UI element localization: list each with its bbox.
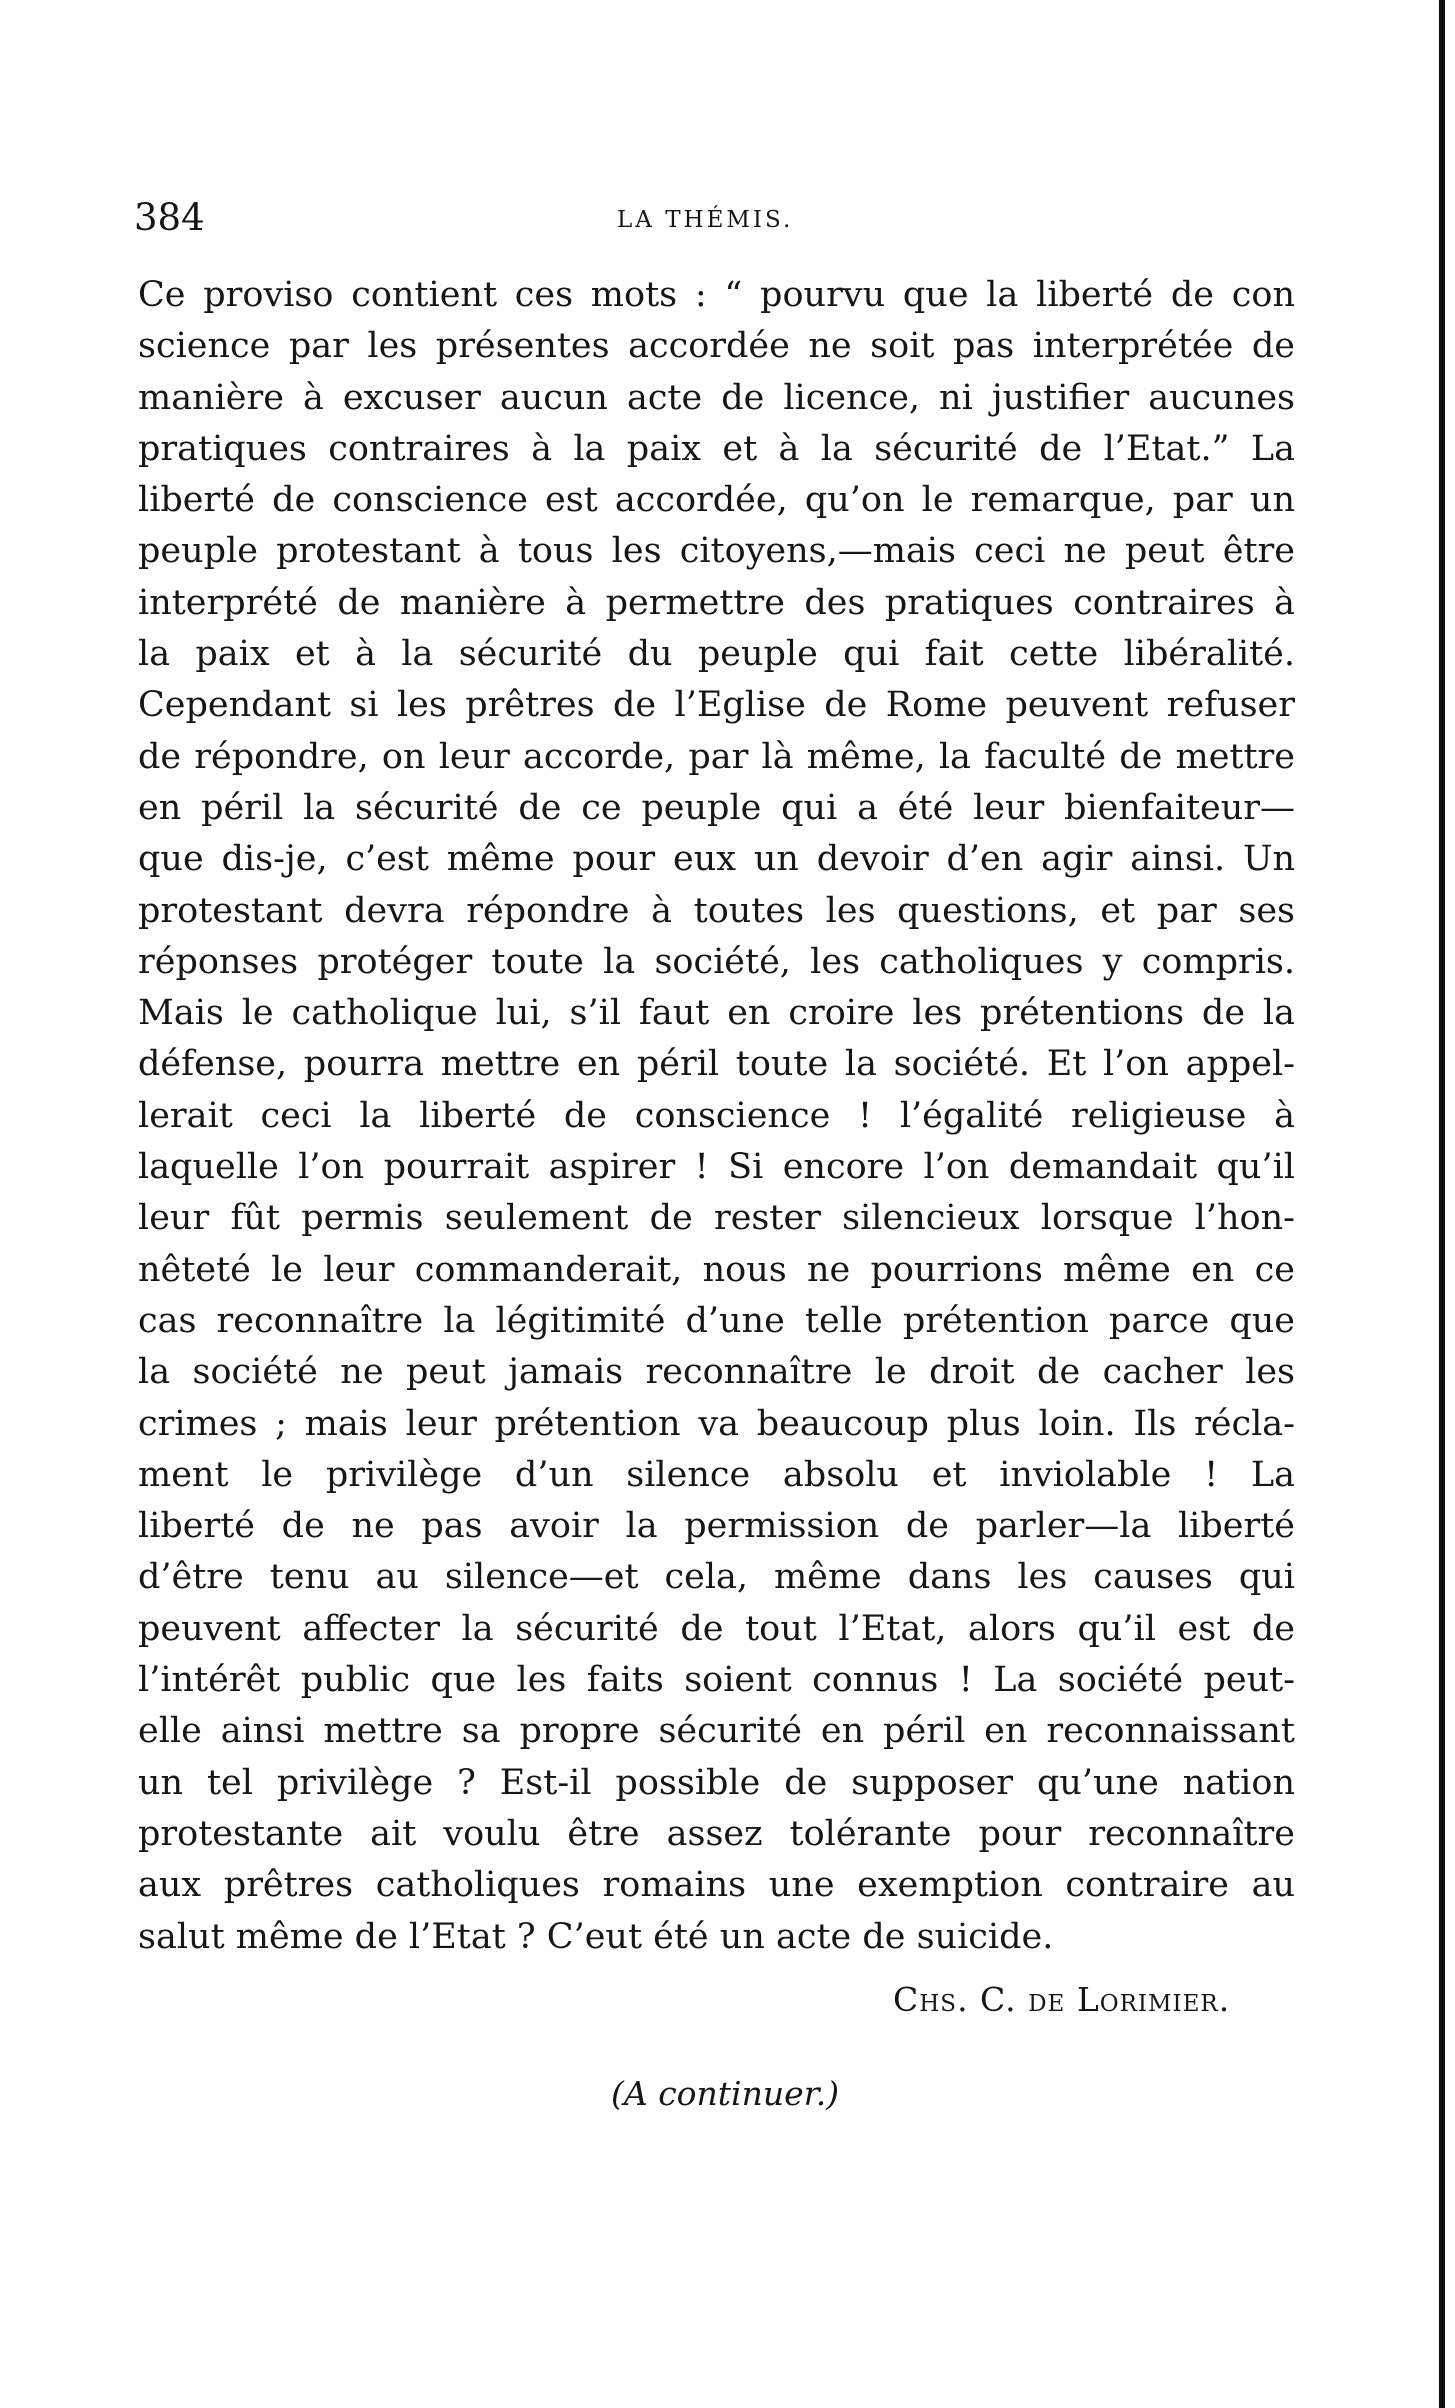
text-line: peuple protestant à tous les citoyens,—mais ceci ne peut être (138, 531, 1295, 572)
text-line: manière à excuser aucun acte de licence, ni justifier aucunes (138, 377, 1295, 418)
text-line: leur fût permis seulement de rester silencieux lorsque l’hon- (138, 1198, 1295, 1239)
running-title: LA THÉMIS. (617, 207, 794, 233)
text-line: science par les présentes accordée ne soit pas interprétée de (138, 326, 1295, 367)
text-line: un tel privilège ? Est-il possible de supposer qu’une nation (138, 1762, 1295, 1803)
text-line: pratiques contraires à la paix et à la sécurité de l’Etat.” La (138, 428, 1295, 469)
text-line: défense, pourra mettre en péril toute la société. Et l’on appel- (138, 1044, 1295, 1085)
text-line: protestant devra répondre à toutes les questions, et par ses (138, 890, 1295, 931)
text-line: laquelle l’on pourrait aspirer ! Si encore l’on demandait qu’il (138, 1147, 1295, 1188)
continuation-note: (A continuer.) (611, 2074, 840, 2113)
text-line: aux prêtres catholiques romains une exemption contraire au (138, 1865, 1295, 1906)
text-line: liberté de ne pas avoir la permission de parler—la liberté (138, 1506, 1295, 1547)
text-line: cas reconnaître la légitimité d’une telle prétention parce que (138, 1300, 1295, 1341)
text-line: protestante ait voulu être assez tolérante pour reconnaître (138, 1813, 1295, 1854)
text-line: réponses protéger toute la société, les catholiques y compris. (138, 941, 1295, 982)
text-line: d’être tenu au silence—et cela, même dans les causes qui (138, 1557, 1295, 1598)
text-line: Mais le catholique lui, s’il faut en croire les prétentions de la (138, 993, 1295, 1034)
text-line: elle ainsi mettre sa propre sécurité en péril en reconnaissant (138, 1711, 1295, 1752)
text-line: interprété de manière à permettre des pratiques contraires à (138, 582, 1295, 623)
author-signature: Chs. C. de Lorimier. (893, 1980, 1231, 2019)
page-number: 384 (134, 196, 205, 239)
text-line: liberté de conscience est accordée, qu’on le remarque, par un (138, 480, 1295, 521)
text-line: lerait ceci la liberté de conscience ! l’égalité religieuse à (138, 1095, 1295, 1136)
text-line: de répondre, on leur accorde, par là même, la faculté de mettre (138, 736, 1295, 777)
text-line: Ce proviso contient ces mots : “ pourvu que la liberté de con (138, 275, 1295, 315)
text-line: que dis-je, c’est même pour eux un devoir d’en agir ainsi. Un (138, 839, 1295, 880)
text-line: ment le privilège d’un silence absolu et inviolable ! La (138, 1454, 1295, 1495)
text-line: salut même de l’Etat ? C’eut été un acte de suicide. (138, 1916, 1054, 1957)
body-text (138, 270, 1295, 1963)
text-line: l’intérêt public que les faits soient connus ! La société peut- (138, 1660, 1295, 1701)
text-line: peuvent affecter la sécurité de tout l’Etat, alors qu’il est de (138, 1608, 1295, 1649)
text-line: crimes ; mais leur prétention va beaucoup plus loin. Ils récla- (138, 1403, 1295, 1444)
text-line: nêteté le leur commanderait, nous ne pourrions même en ce (138, 1249, 1295, 1290)
text-line: Cependant si les prêtres de l’Eglise de Rome peuvent refuser (138, 685, 1295, 726)
text-line: la paix et à la sécurité du peuple qui fait cette libéralité. (138, 634, 1295, 675)
page-edge (1439, 0, 1445, 2408)
text-line: en péril la sécurité de ce peuple qui a été leur bienfaiteur— (138, 787, 1295, 828)
text-line: la société ne peut jamais reconnaître le droit de cacher les (138, 1352, 1295, 1393)
